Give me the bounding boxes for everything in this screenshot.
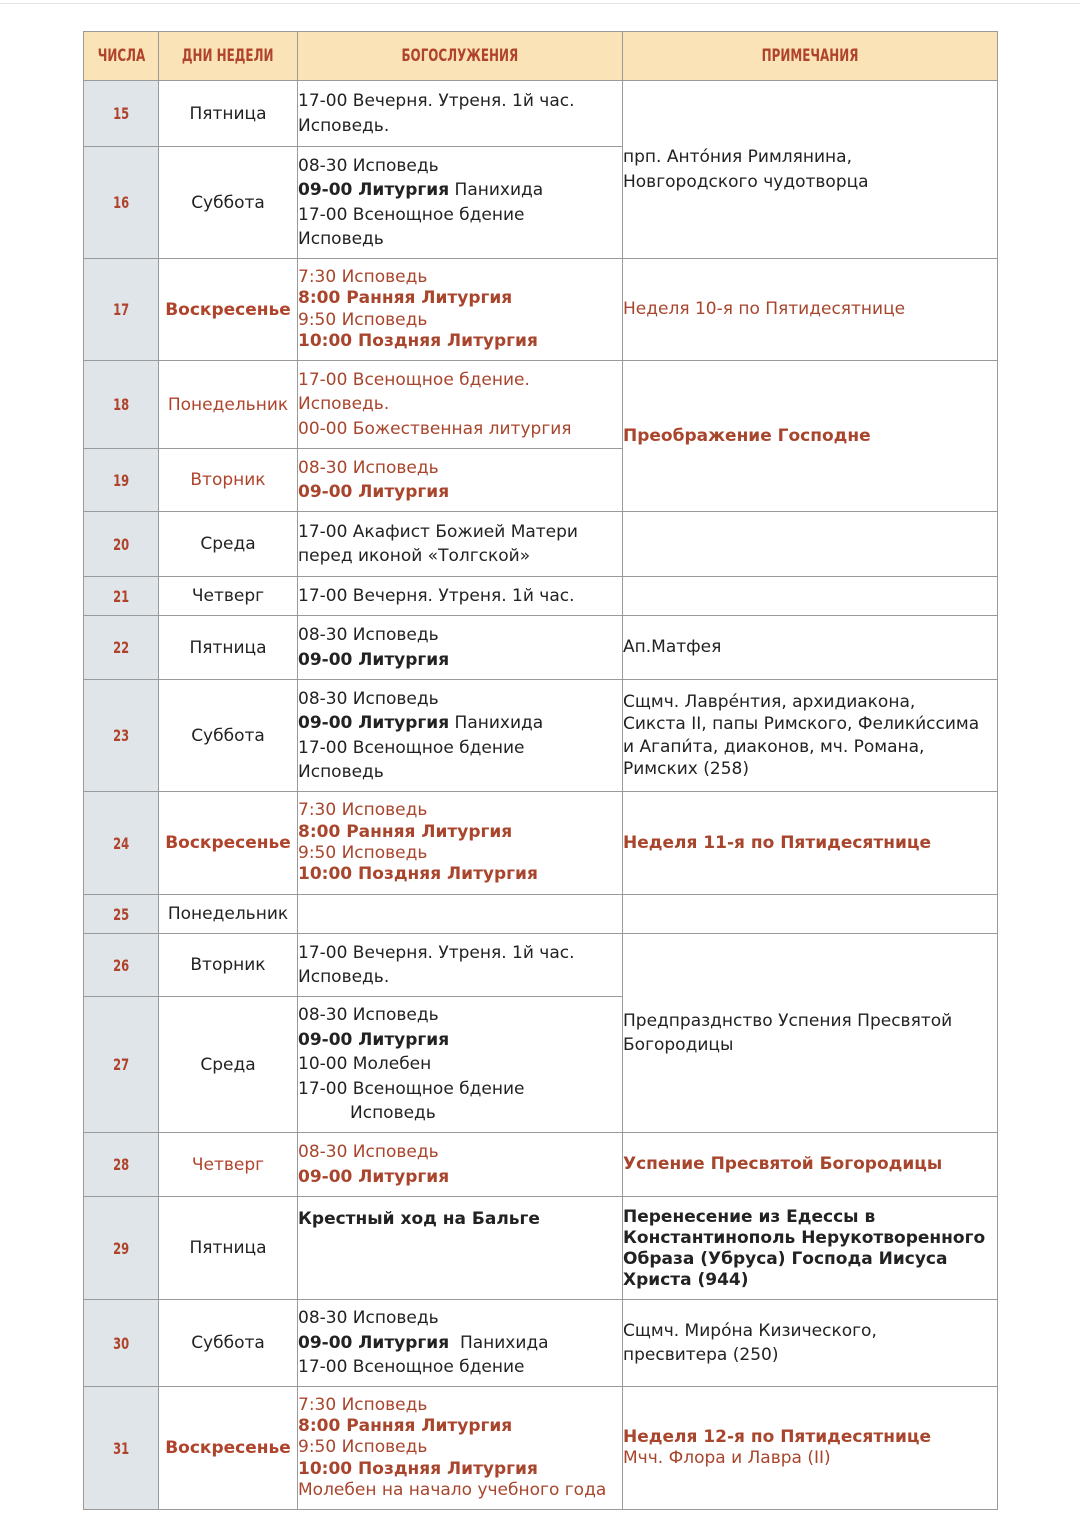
- table-row: [84, 895, 998, 934]
- weekday: Воскресенье: [159, 792, 298, 895]
- note-cell: Неделя 10-я по Пятидесятнице: [623, 259, 998, 361]
- weekday: Пятница: [159, 1197, 298, 1300]
- table-row: [84, 616, 998, 680]
- note-cell: [623, 895, 998, 934]
- top-divider: [0, 3, 1080, 4]
- services-cell: 08-30 Исповедь 09-00 Литургия Панихида 17-00 Всенощное бдение: [298, 1300, 623, 1387]
- weekday: Воскресенье: [159, 1387, 298, 1510]
- weekday: Четверг: [159, 577, 298, 616]
- header-services: БОГОСЛУЖЕНИЯ: [298, 32, 623, 81]
- day-number: 31: [84, 1387, 159, 1510]
- header-num: ЧИСЛА: [84, 32, 159, 81]
- weekday: Пятница: [159, 81, 298, 147]
- day-number: 19: [84, 449, 159, 512]
- weekday: Среда: [159, 997, 298, 1133]
- table-row: [84, 792, 998, 895]
- day-number: 24: [84, 792, 159, 895]
- table-row: [84, 361, 998, 449]
- day-number: 30: [84, 1300, 159, 1387]
- weekday: Четверг: [159, 1133, 298, 1197]
- note-cell: Преображение Господне: [623, 361, 998, 512]
- header-day: ДНИ НЕДЕЛИ: [159, 32, 298, 81]
- header-notes: ПРИМЕЧАНИЯ: [623, 32, 998, 81]
- day-number: 20: [84, 512, 159, 577]
- services-cell: Крестный ход на Бальге: [298, 1197, 623, 1300]
- note-cell: прп. Антóния Римлянина, Новгородского чудотворца: [623, 81, 998, 259]
- day-number: 26: [84, 934, 159, 997]
- day-number: 22: [84, 616, 159, 680]
- schedule-table: [83, 31, 998, 1510]
- note-cell: Предпразднство Успения Пресвятой Богородицы: [623, 934, 998, 1133]
- note-cell: Перенесение из Едессы в Константинополь Нерукотворенного Образа (Убруса) Господа Иисуса Христа (944): [623, 1197, 998, 1300]
- note-cell: Неделя 11-я по Пятидесятнице: [623, 792, 998, 895]
- table-row: [84, 577, 998, 616]
- table-row: [84, 1300, 998, 1387]
- day-number: 27: [84, 997, 159, 1133]
- services-cell: 7:30 Исповедь 8:00 Ранняя Литургия 9:50 Исповедь 10:00 Поздняя Литургия: [298, 259, 623, 361]
- services-cell: 08-30 Исповедь 09-00 Литургия 10-00 Молебен 17-00 Всенощное бдение Исповедь: [298, 997, 623, 1133]
- table-header-row: [84, 32, 998, 81]
- weekday: Понедельник: [159, 895, 298, 934]
- day-number: 18: [84, 361, 159, 449]
- services-cell: 08-30 Исповедь 09-00 Литургия: [298, 1133, 623, 1197]
- weekday: Понедельник: [159, 361, 298, 449]
- table-row: [84, 259, 998, 361]
- services-cell: 17-00 Всенощное бдение. Исповедь. 00-00 Божественная литургия: [298, 361, 623, 449]
- services-cell: 7:30 Исповедь 8:00 Ранняя Литургия 9:50 Исповедь 10:00 Поздняя Литургия Молебен на начало учебного года: [298, 1387, 623, 1510]
- note-cell: Неделя 12-я по Пятидесятнице Мчч. Флора и Лавра (II): [623, 1387, 998, 1510]
- weekday: Суббота: [159, 1300, 298, 1387]
- table-row: [84, 680, 998, 792]
- services-cell: [298, 895, 623, 934]
- services-cell: 08-30 Исповедь 09-00 Литургия: [298, 449, 623, 512]
- table-row: [84, 1133, 998, 1197]
- services-cell: 17-00 Акафист Божией Матери перед иконой «Толгской»: [298, 512, 623, 577]
- services-cell: 08-30 Исповедь 09-00 Литургия Панихида 17-00 Всенощное бдение Исповедь: [298, 680, 623, 792]
- weekday: Среда: [159, 512, 298, 577]
- weekday: Воскресенье: [159, 259, 298, 361]
- services-cell: 17-00 Вечерня. Утреня. 1й час.: [298, 577, 623, 616]
- day-number: 16: [84, 147, 159, 259]
- day-number: 23: [84, 680, 159, 792]
- note-cell: Успение Пресвятой Богородицы: [623, 1133, 998, 1197]
- weekday: Вторник: [159, 934, 298, 997]
- note-cell: [623, 577, 998, 616]
- day-number: 21: [84, 577, 159, 616]
- note-cell: Ап.Матфея: [623, 616, 998, 680]
- day-number: 17: [84, 259, 159, 361]
- note-cell: Сщмч. Лаврéнтия, архидиакона, Сикста II, папы Римского, Фелики́ссима и Агапи́та, диаконов, мч. Романа, Римских (258): [623, 680, 998, 792]
- weekday: Суббота: [159, 680, 298, 792]
- note-cell: Сщмч. Мирóна Кизического, пресвитера (250): [623, 1300, 998, 1387]
- weekday: Суббота: [159, 147, 298, 259]
- services-cell: 7:30 Исповедь 8:00 Ранняя Литургия 9:50 Исповедь 10:00 Поздняя Литургия: [298, 792, 623, 895]
- table-row: [84, 934, 998, 997]
- table-row: [84, 81, 998, 147]
- table-row: [84, 512, 998, 577]
- weekday: Пятница: [159, 616, 298, 680]
- services-cell: 08-30 Исповедь 09-00 Литургия: [298, 616, 623, 680]
- services-cell: 17-00 Вечерня. Утреня. 1й час. Исповедь.: [298, 81, 623, 147]
- weekday: Вторник: [159, 449, 298, 512]
- day-number: 28: [84, 1133, 159, 1197]
- day-number: 25: [84, 895, 159, 934]
- services-cell: 08-30 Исповедь 09-00 Литургия Панихида 17-00 Всенощное бдение Исповедь: [298, 147, 623, 259]
- services-cell: 17-00 Вечерня. Утреня. 1й час. Исповедь.: [298, 934, 623, 997]
- table-row: [84, 1197, 998, 1300]
- note-cell: [623, 512, 998, 577]
- day-number: 29: [84, 1197, 159, 1300]
- day-number: 15: [84, 81, 159, 147]
- table-row: [84, 1387, 998, 1510]
